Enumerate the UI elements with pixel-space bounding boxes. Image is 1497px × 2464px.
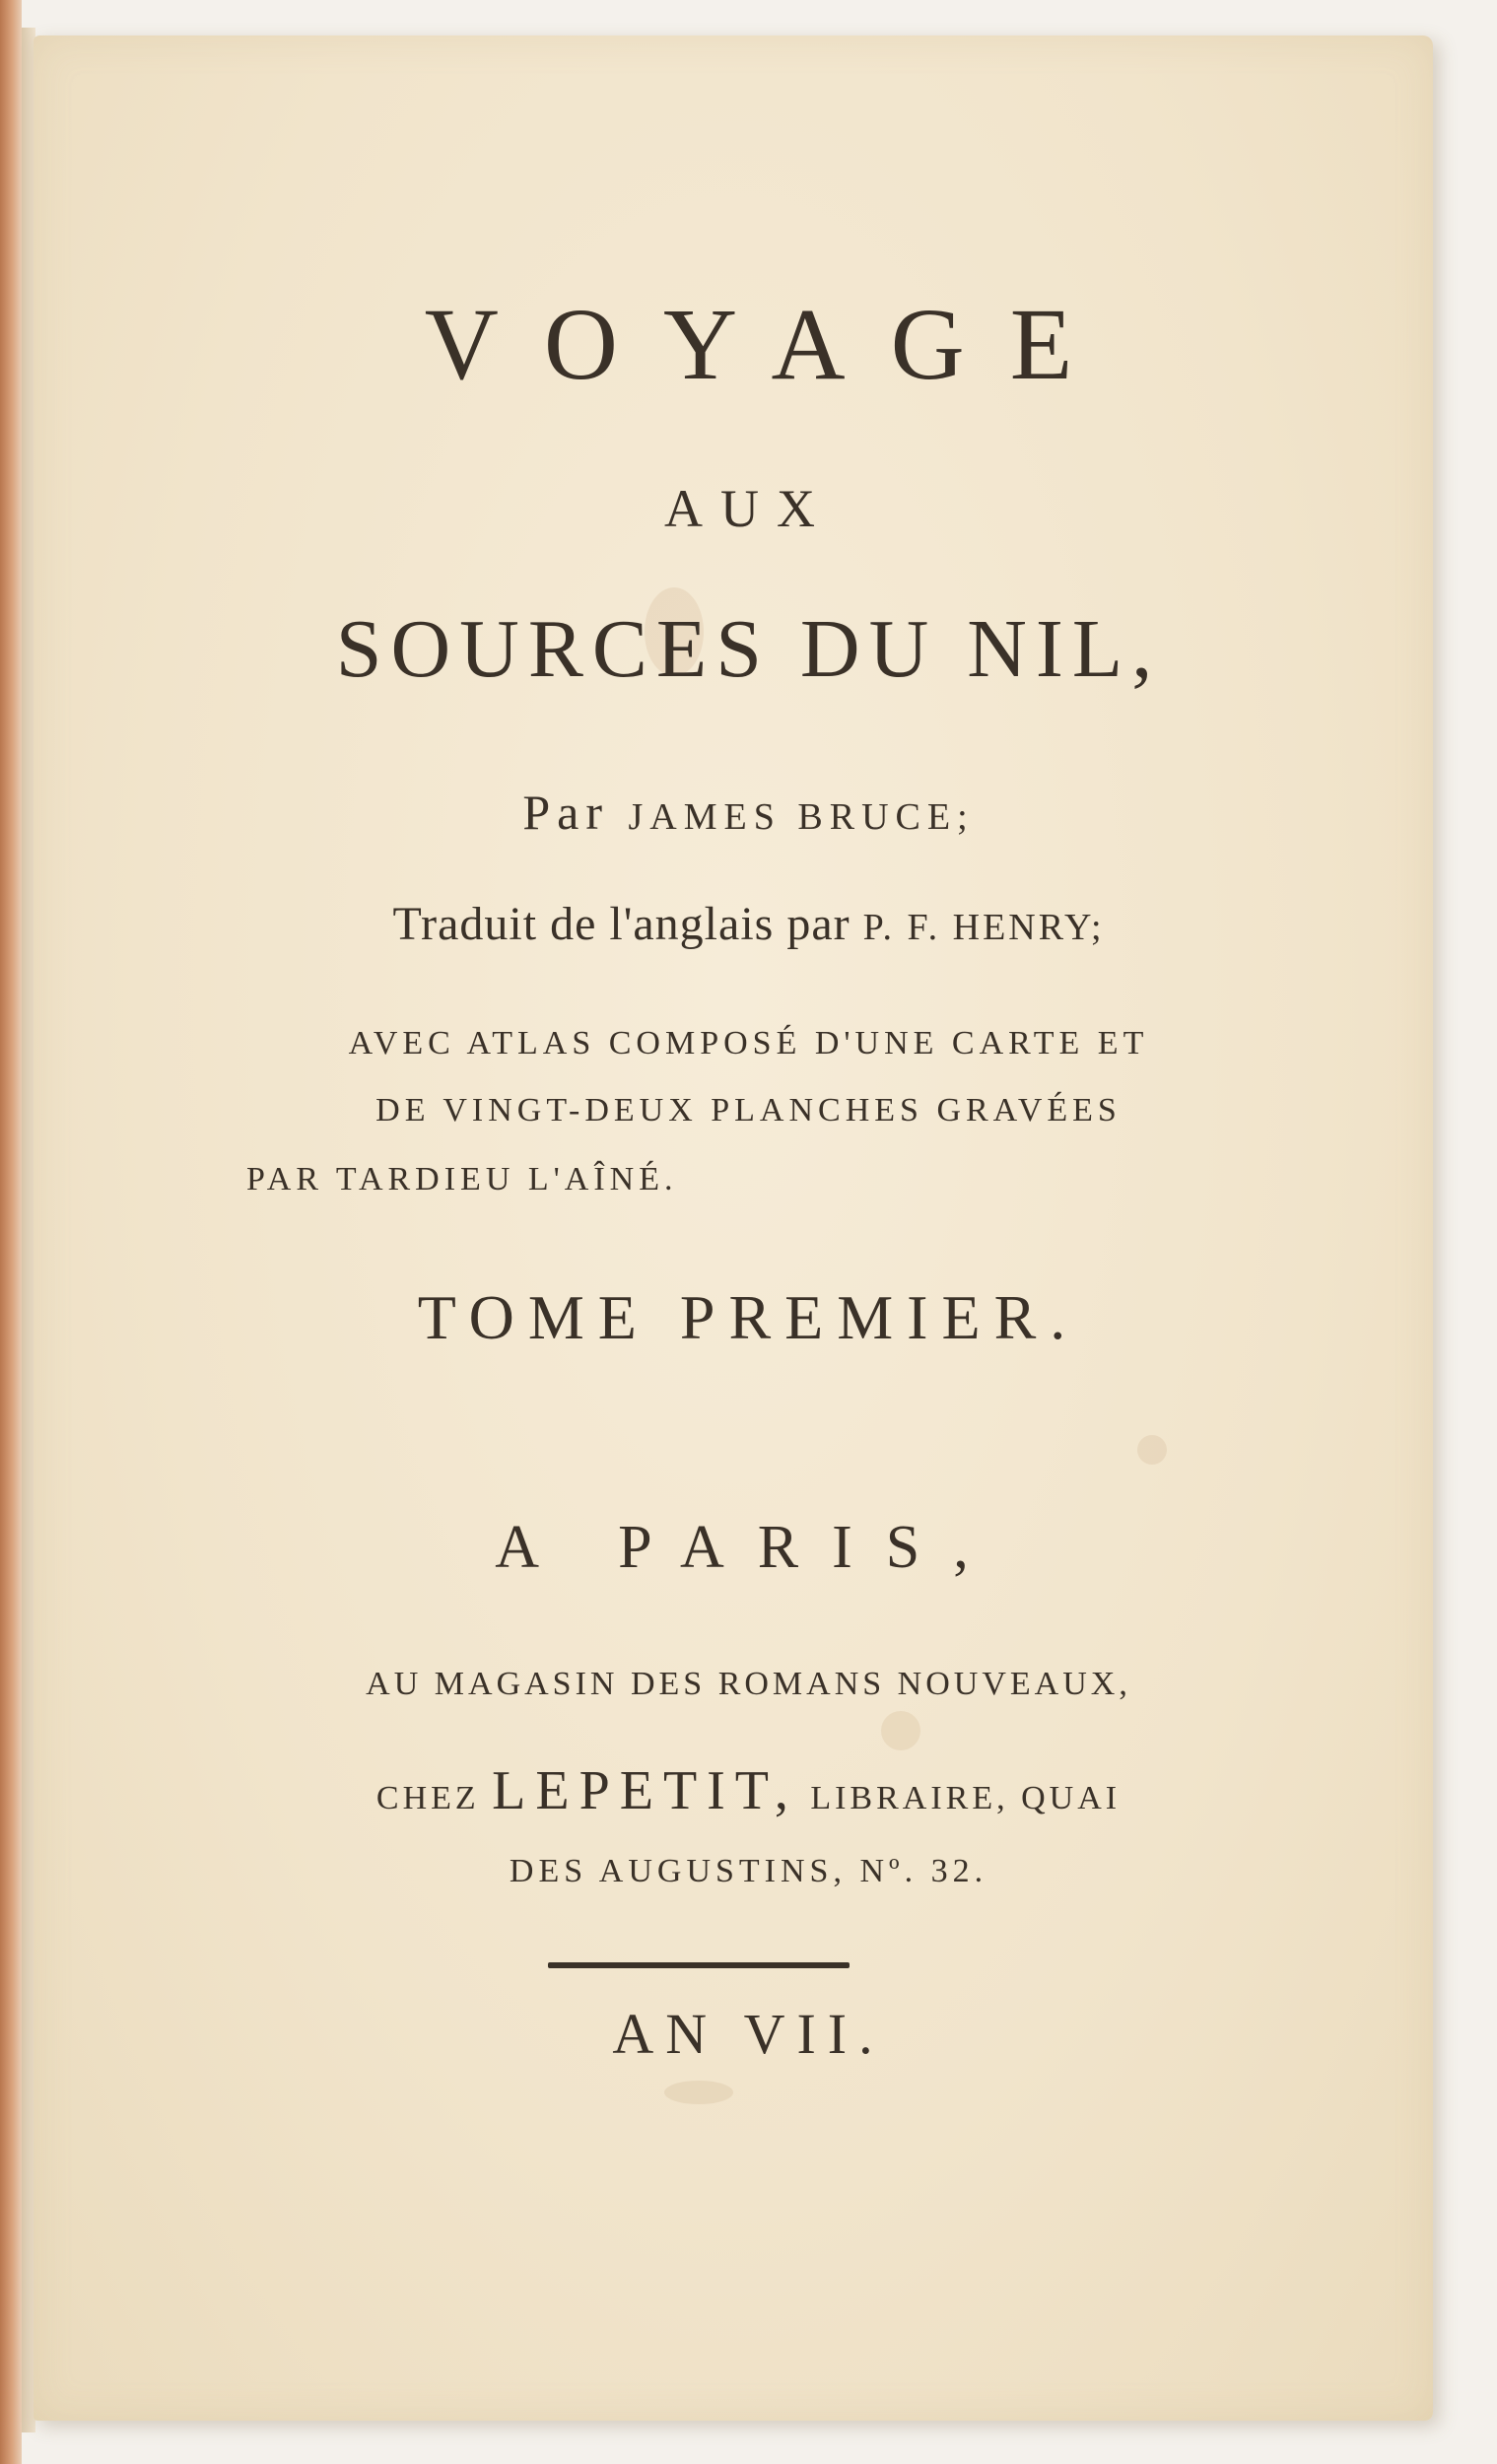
translator-prefix: Traduit de l'anglais par	[392, 898, 851, 950]
publisher-line-3	[0, 1853, 1497, 1890]
foxing-stain	[881, 1711, 920, 1750]
publisher-line-1: AU MAGASIN DES ROMANS NOUVEAUX,	[366, 1666, 1131, 1702]
translator-name: P. F. HENRY;	[862, 907, 1105, 948]
author-name: JAMES BRUCE;	[628, 796, 975, 838]
publisher-address: DES AUGUSTINS,	[509, 1853, 847, 1889]
book-title: VOYAGE	[424, 288, 1119, 401]
volume-label: TOME PREMIER.	[417, 1282, 1080, 1352]
atlas-line-3: PAR TARDIEU L'AÎNÉ.	[246, 1161, 678, 1198]
foxing-stain	[664, 2081, 733, 2104]
publisher-line-2	[0, 1759, 1497, 1822]
publisher-suffix: LIBRAIRE, QUAI	[810, 1780, 1122, 1816]
book-subtitle: SOURCES DU NIL,	[335, 603, 1162, 695]
foxing-stain	[1137, 1435, 1167, 1465]
translator-line	[0, 897, 1497, 951]
divider-rule	[548, 1962, 850, 1968]
imprint-place: A PARIS,	[495, 1514, 1002, 1581]
title-connector: AUX	[664, 479, 833, 538]
publisher-name: LEPETIT,	[492, 1760, 798, 1821]
author-prefix: Par	[522, 785, 610, 840]
atlas-line-1: AVEC ATLAS COMPOSÉ D'UNE CARTE ET	[348, 1025, 1149, 1061]
atlas-line-2: DE VINGT-DEUX PLANCHES GRAVÉES	[375, 1092, 1122, 1129]
imprint-date: AN VII.	[612, 2002, 885, 2066]
publisher-prefix: CHEZ	[375, 1780, 480, 1816]
publisher-number: Nº. 32.	[859, 1853, 988, 1889]
author-line	[0, 784, 1497, 841]
